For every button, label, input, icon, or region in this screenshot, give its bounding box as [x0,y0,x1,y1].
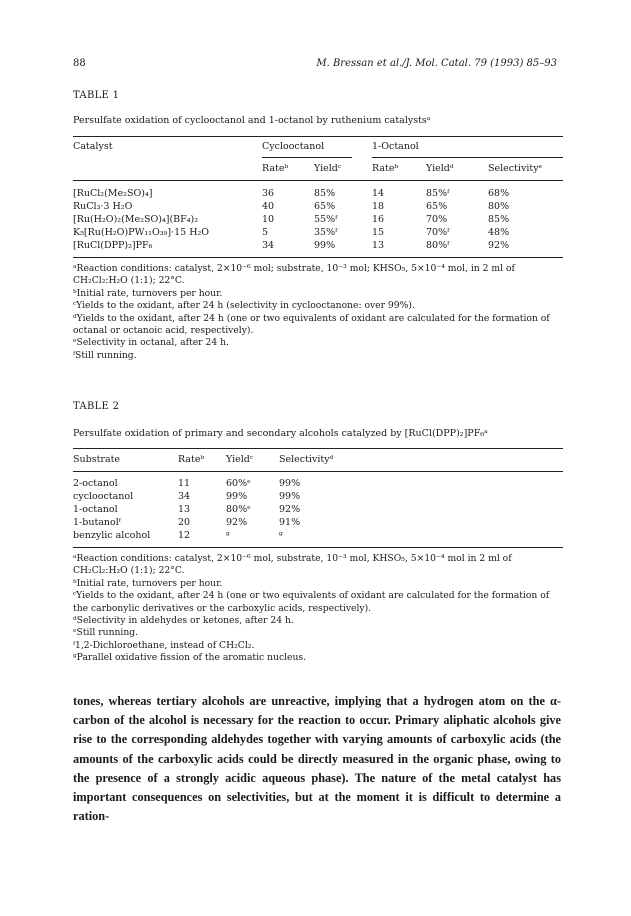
table2-cell-selectivity: 91% [279,517,301,528]
table2-cell-selectivity: 99% [279,491,301,502]
table2-caption: Persulfate oxidation of primary and secondary alcohols catalyzed by [RuCl(DPP)₂]PF₆ᵃ [73,428,488,439]
table1-cell-rate-2: 15 [372,227,385,238]
table2-cell-substrate: cyclooctanol [73,491,134,502]
table1-cell-rate: 34 [262,240,275,251]
table1-subheader-rate-2: Rateᵇ [372,163,399,174]
table1-cell-yield: 55%ᶠ [314,214,338,225]
page-number: 88 [73,58,86,69]
table2-cell-yield: 60%ᵉ [226,478,251,489]
table1-footnote: ᵉSelectivity in octanal, after 24 h. [73,337,229,349]
table1-cell-catalyst: [Ru(H₂O)₂(Me₂SO)₄](BF₄)₂ [73,214,199,225]
table1-bottom-rule [73,257,563,258]
table1-caption: Persulfate oxidation of cyclooctanol and 1-octanol by ruthenium catalystsᵃ [73,115,431,126]
table2-label: TABLE 2 [73,401,120,412]
table1-cell-rate: 10 [262,214,275,225]
table1-cell-rate-2: 13 [372,240,385,251]
table2-header-rate: Rateᵇ [178,454,205,465]
table1-cell-yield: 35%ᶠ [314,227,338,238]
table1-cell-catalyst: RuCl₃·3 H₂O [73,201,133,212]
table1-span-rule-1-octanol [372,157,563,158]
table2-cell-substrate: 1-butanolᶠ [73,517,121,528]
table1-label: TABLE 1 [73,90,120,101]
table2-footnotes [73,553,565,665]
table2-cell-substrate: 1-octanol [73,504,118,515]
table1-cell-rate: 36 [262,188,275,199]
table1-subheader-yield-2: Yieldᵈ [426,163,454,174]
table1-cell-catalyst: K₅[Ru(H₂O)PW₁₁O₃₉]·15 H₂O [73,227,210,238]
table1-cell-selectivity: 85% [488,214,510,225]
table1-cell-selectivity: 80% [488,201,510,212]
table1-cell-rate-2: 18 [372,201,385,212]
table2-cell-yield: 99% [226,491,248,502]
table1-cell-selectivity: 68% [488,188,510,199]
table1-cell-selectivity: 48% [488,227,510,238]
table2-header-yield: Yieldᶜ [226,454,254,465]
table2-bottom-rule [73,547,563,548]
table1-cell-yield-2: 70%ᶠ [426,227,450,238]
table1-span-rule-cyclooctanol [262,157,352,158]
table1-footnotes [73,263,565,362]
table1-cell-yield: 99% [314,240,336,251]
table1-header-cyclooctanol: Cyclooctanol [262,141,325,152]
table1-cell-catalyst: [RuCl(DPP)₂]PF₆ [73,240,153,251]
table1-cell-yield-2: 85%ᶠ [426,188,450,199]
table1-footnote: ᵈYields to the oxidant, after 24 h (one or two equivalents of oxidant are calculated for the formation of octanal or octanoic acid, respectively). [73,312,550,337]
body-paragraph [73,692,561,826]
table2-cell-yield: ᵍ [226,530,230,541]
table2-cell-selectivity: 99% [279,478,301,489]
table1-footnote: ᶜYields to the oxidant, after 24 h (selectivity in cyclooctanone: over 99%). [73,300,415,312]
table2-cell-rate: 12 [178,530,191,541]
table2-footnote: ᵈSelectivity in aldehydes or ketones, after 24 h. [73,615,294,627]
table2-footnote: ᵉStill running. [73,627,139,639]
table2-top-rule [73,448,563,449]
table2-footnote: ᶜYields to the oxidant, after 24 h (one or two equivalents of oxidant are calculated for the formation of the carbonylic derivatives or the carboxylic acids, respectively). [73,590,550,614]
table1-header-1-octanol: 1-Octanol [372,141,419,152]
table2-cell-rate: 13 [178,504,191,515]
table2-header-rule [73,471,563,472]
running-title: M. Bressan et al./J. Mol. Catal. 79 (1993) 85–93 [316,58,557,69]
table1-cell-yield-2: 65% [426,201,448,212]
table2-cell-yield: 92% [226,517,248,528]
table2-footnote: ᵍParallel oxidative fission of the aromatic nucleus. [73,652,307,664]
table2-footnote: ᶠ1,2-Dichloroethane, instead of CH₂Cl₂. [73,639,255,651]
table1-cell-rate: 5 [262,227,269,238]
table1-footnote: ᵇInitial rate, turnovers per hour. [73,287,223,299]
table1-subheader-selectivity: Selectivityᵉ [488,163,543,174]
table2-cell-substrate: 2-octanol [73,478,118,489]
table2-cell-rate: 34 [178,491,191,502]
table1-cell-catalyst: [RuCl₂(Me₂SO)₄] [73,188,153,199]
table1-cell-rate-2: 14 [372,188,385,199]
table1-cell-yield-2: 80%ᶠ [426,240,450,251]
table1-cell-selectivity: 92% [488,240,510,251]
table1-cell-yield: 85% [314,188,336,199]
table1-header-catalyst: Catalyst [73,141,113,152]
table2-footnote: ᵇInitial rate, turnovers per hour. [73,577,223,589]
body-paragraph-text: tones, whereas tertiary alcohols are unreactive, implying that a hydrogen atom on the α-carbon of the alcohol is necessary for the reaction to occur. Primary aliphatic alcohols give rise to the corresponding aldehydes together with varying amounts of carboxylic acids (the amounts of the carboxylic acids could be directly measured in the organic phase, owing to the presence of a strongly acidic aqueous phase). The nature of the metal catalyst has important consequences on selectivities, but at the moment it is difficult to determine a ration- [73,694,561,824]
table2-cell-rate: 20 [178,517,191,528]
table2-cell-substrate: benzylic alcohol [73,530,151,541]
table1-top-rule [73,136,563,137]
table2-header-selectivity: Selectivityᵈ [279,454,334,465]
table1-cell-rate-2: 16 [372,214,385,225]
table2-cell-selectivity: 92% [279,504,301,515]
table1-header-rule [73,180,563,181]
table2-cell-rate: 11 [178,478,191,489]
table1-footnote: ᶠStill running. [73,349,137,361]
table2-header-substrate: Substrate [73,454,121,465]
table2-cell-yield: 80%ᵉ [226,504,251,515]
table1-subheader-yield: Yieldᶜ [314,163,342,174]
table1-footnote: ᵃReaction conditions: catalyst, 2×10⁻⁶ mol; substrate, 10⁻³ mol; KHSO₅, 5×10⁻⁴ mol, in 2 ml of CH₂Cl₂:H₂O (1:1); 22°C. [73,263,515,287]
table2-footnote: ᵃReaction conditions: catalyst, 2×10⁻⁶ mol, substrate, 10⁻³ mol, KHSO₅, 5×10⁻⁴ mol in 2 ml of CH₂Cl₂:H₂O (1:1); 22°C. [73,553,512,577]
table1-subheader-rate: Rateᵇ [262,163,289,174]
table2-cell-selectivity: ᵍ [279,530,283,541]
table1-cell-yield-2: 70% [426,214,448,225]
table1-cell-rate: 40 [262,201,275,212]
table1-cell-yield: 65% [314,201,336,212]
